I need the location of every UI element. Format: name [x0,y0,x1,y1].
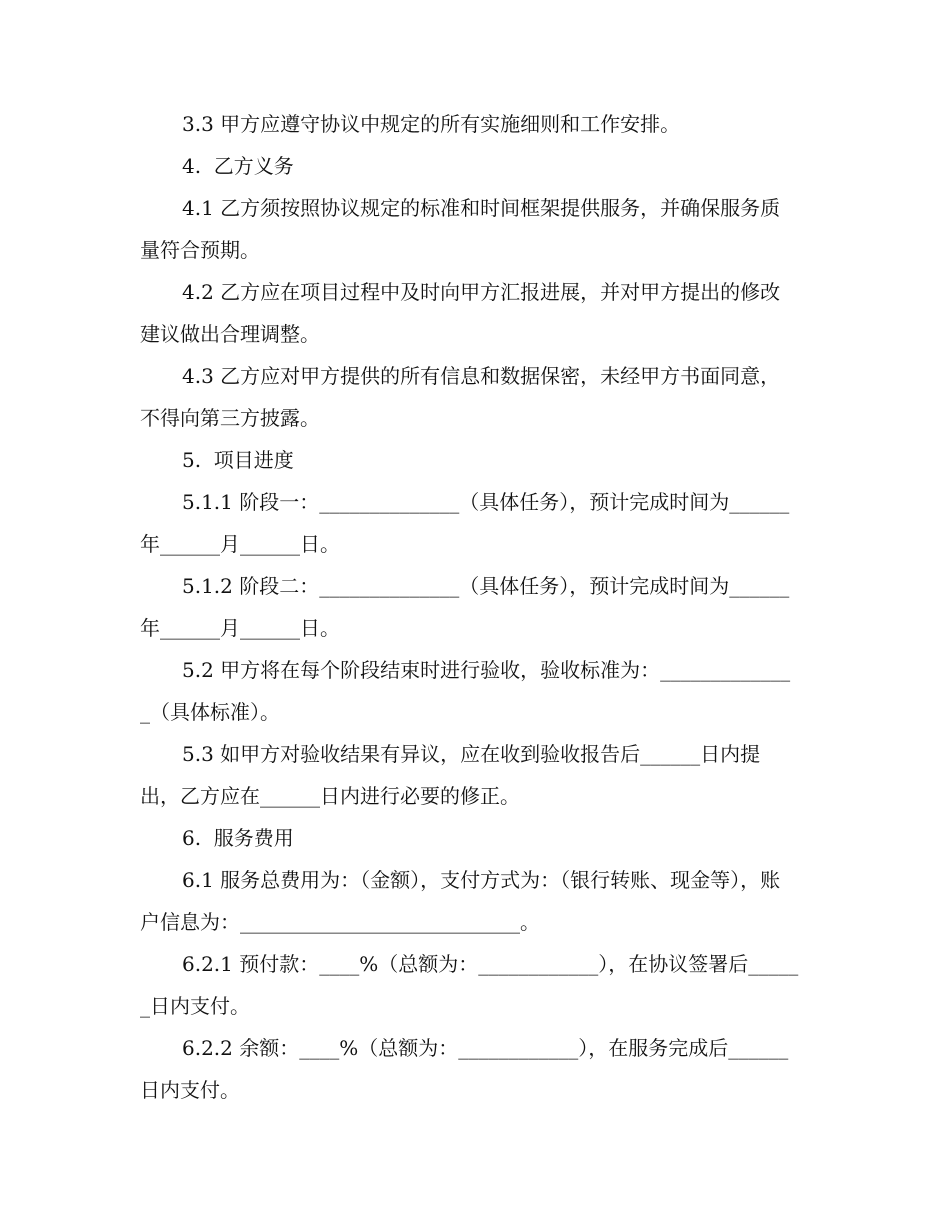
clause-4-1: 4.1 乙方须按照协议规定的标准和时间框架提供服务，并确保服务质量符合预期。 [140,196,781,262]
section-5-heading: 5. 项目进度 [182,448,294,472]
clause-5-1-1: 5.1.1 阶段一：______________（具体任务），预计完成时间为______年______月______日。 [140,490,790,556]
clause-4-3: 4.3 乙方应对甲方提供的所有信息和数据保密，未经甲方书面同意，不得向第三方披露。 [140,364,781,430]
section-6-heading: 6. 服务费用 [182,826,294,850]
document-body [140,103,800,1111]
clause-3-3: 3.3 甲方应遵守协议中规定的所有实施细则和工作安排。 [182,112,681,136]
clause-4-2: 4.2 乙方应在项目过程中及时向甲方汇报进展，并对甲方提出的修改建议做出合理调整。 [140,280,781,346]
clause-6-1: 6.1 服务总费用为：（金额），支付方式为：（银行转账、现金等），账户信息为：____________________________。 [140,868,781,934]
clause-6-2-1: 6.2.1 预付款：____%（总额为：____________），在协议签署后______日内支付。 [140,952,799,1018]
clause-5-3: 5.3 如甲方对验收结果有异议，应在收到验收报告后______日内提出，乙方应在______日内进行必要的修正。 [140,742,761,808]
clause-5-1-2: 5.1.2 阶段二：______________（具体任务），预计完成时间为______年______月______日。 [140,574,790,640]
clause-6-2-2: 6.2.2 余额：____%（总额为：____________），在服务完成后______日内支付。 [140,1036,789,1102]
section-4-heading: 4. 乙方义务 [182,154,294,178]
clause-5-2: 5.2 甲方将在每个阶段结束时进行验收，验收标准为：______________（具体标准）。 [140,658,791,724]
